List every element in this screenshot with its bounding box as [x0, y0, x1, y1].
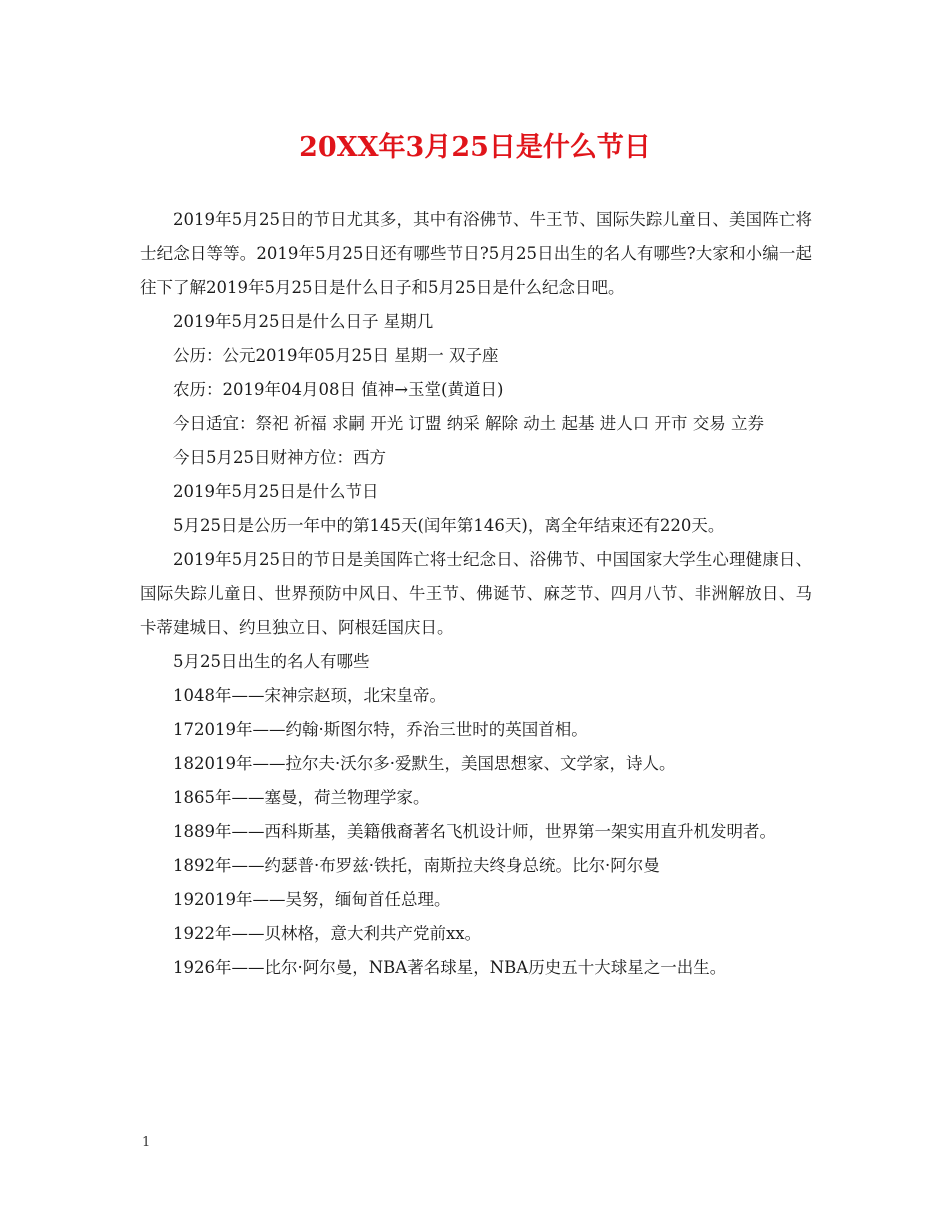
list-item: 1892年——约瑟普·布罗兹·铁托，南斯拉夫终身总统。比尔·阿尔曼 [173, 856, 660, 875]
paragraph-intro: 2019年5月25日的节日尤其多，其中有浴佛节、牛王节、国际失踪儿童日、美国阵亡将士纪念日等等。2019年5月25日还有哪些节日?5月25日出生的名人有哪些?大家和小编一起往下了解2019年5月25日是什么日子和5月25日是什么纪念日吧。 [140, 210, 812, 297]
paragraph-festival-heading: 2019年5月25日是什么节日 [173, 482, 379, 501]
paragraph-date-heading: 2019年5月25日是什么日子 星期几 [173, 312, 434, 331]
paragraph-suitable: 今日适宜：祭祀 祈福 求嗣 开光 订盟 纳采 解除 动土 起基 进人口 开市 交易 立券 [173, 414, 764, 433]
page-number: 1 [142, 1135, 151, 1150]
list-item: 1048年——宋神宗赵顼，北宋皇帝。 [173, 686, 446, 705]
list-item: 1922年——贝林格，意大利共产党前xx。 [173, 924, 482, 943]
list-item: 1889年——西科斯基，美籍俄裔著名飞机设计师，世界第一架实用直升机发明者。 [173, 822, 776, 841]
list-item: 172019年——约翰·斯图尔特，乔治三世时的英国首相。 [173, 720, 588, 739]
paragraph-celebrity-heading: 5月25日出生的名人有哪些 [173, 652, 370, 671]
list-item: 1926年——比尔·阿尔曼，NBA著名球星，NBA历史五十大球星之一出生。 [173, 958, 727, 977]
document-body [140, 203, 812, 985]
paragraph-lunar: 农历：2019年04月08日 值神→玉堂(黄道日) [173, 380, 504, 399]
list-item: 192019年——吴努，缅甸首任总理。 [173, 890, 451, 909]
list-item: 182019年——拉尔夫·沃尔多·爱默生，美国思想家、文学家，诗人。 [173, 754, 676, 773]
paragraph-day-of-year: 5月25日是公历一年中的第145天(闰年第146天)，离全年结束还有220天。 [173, 516, 725, 535]
paragraph-gregorian: 公历：公元2019年05月25日 星期一 双子座 [173, 346, 499, 365]
paragraph-festival-list: 2019年5月25日的节日是美国阵亡将士纪念日、浴佛节、中国国家大学生心理健康日、国际失踪儿童日、世界预防中风日、牛王节、佛诞节、麻芝节、四月八节、非洲解放日、马卡蒂建城日、约旦独立日、阿根廷国庆日。 [140, 550, 812, 637]
paragraph-fortune-direction: 今日5月25日财神方位：西方 [173, 448, 386, 467]
document-title: 20XX年3月25日是什么节日 [299, 132, 651, 163]
list-item: 1865年——塞曼，荷兰物理学家。 [173, 788, 430, 807]
